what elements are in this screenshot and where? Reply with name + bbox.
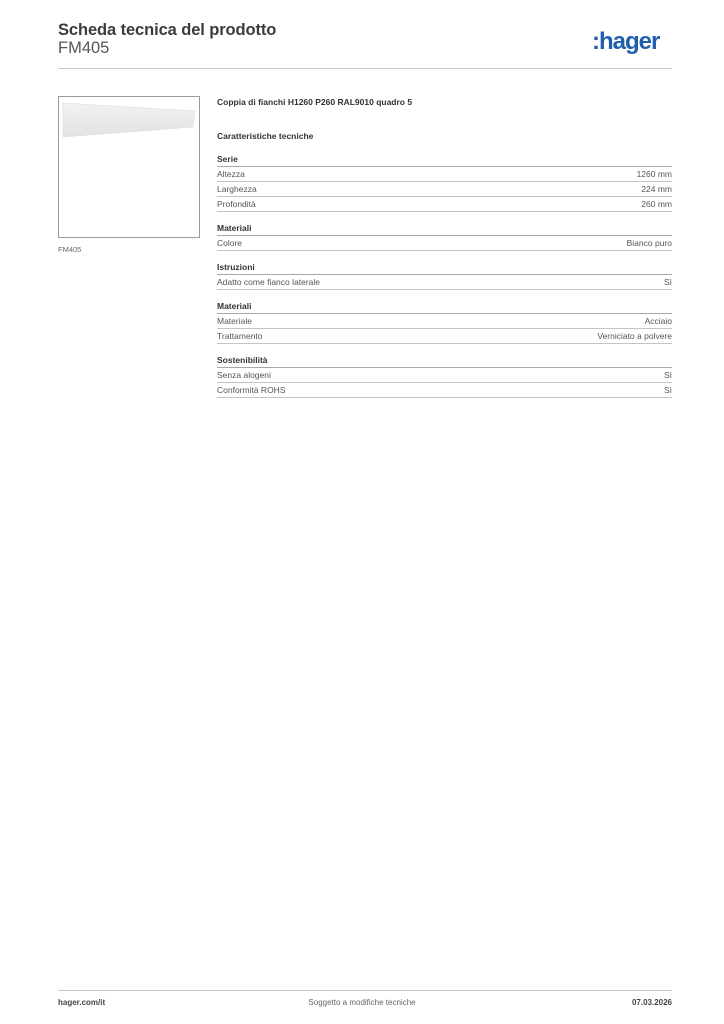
group-title: Serie bbox=[217, 153, 672, 167]
footer-date: 07.03.2026 bbox=[631, 998, 672, 1007]
spec-value: 1260 mm bbox=[636, 169, 672, 179]
footer-divider bbox=[58, 990, 672, 991]
spec-row bbox=[217, 314, 672, 329]
spec-label: Trattamento bbox=[217, 331, 263, 341]
hager-logo bbox=[592, 28, 674, 56]
product-name: Coppia di fianchi H1260 P260 RAL9010 quadro 5 bbox=[217, 97, 413, 107]
spec-value: 224 mm bbox=[641, 184, 672, 194]
spec-row bbox=[217, 182, 672, 197]
spec-label: Larghezza bbox=[217, 184, 257, 194]
header-divider bbox=[58, 68, 672, 69]
product-image bbox=[58, 96, 200, 238]
spec-group-serie bbox=[217, 153, 672, 212]
spec-label: Colore bbox=[217, 238, 243, 248]
spec-row bbox=[217, 329, 672, 344]
spec-value: 260 mm bbox=[641, 199, 672, 209]
footer-website-link[interactable]: hager.com/it bbox=[58, 998, 106, 1007]
spec-value: Verniciato a polvere bbox=[597, 331, 672, 341]
spec-row bbox=[217, 368, 672, 383]
spec-row bbox=[217, 275, 672, 290]
spec-value: Sì bbox=[663, 277, 672, 287]
spec-group-istruzioni bbox=[217, 261, 672, 290]
spec-row bbox=[217, 167, 672, 182]
group-title: Istruzioni bbox=[217, 261, 672, 275]
spec-label: Profondità bbox=[217, 199, 256, 209]
side-panel-illustration bbox=[59, 97, 199, 237]
spec-label: Altezza bbox=[217, 169, 245, 179]
spec-group-sostenibilita bbox=[217, 354, 672, 398]
footer-notice: Soggetto a modifiche tecniche bbox=[308, 998, 416, 1007]
spec-label: Materiale bbox=[217, 316, 252, 326]
image-caption: FM405 bbox=[58, 245, 82, 254]
spec-row bbox=[217, 197, 672, 212]
spec-label: Adatto come fianco laterale bbox=[217, 277, 321, 287]
group-title: Materiali bbox=[217, 222, 672, 236]
product-details bbox=[217, 95, 672, 398]
spec-row bbox=[217, 383, 672, 398]
group-title: Materiali bbox=[217, 300, 672, 314]
spec-value: Acciaio bbox=[644, 316, 672, 326]
group-title: Sostenibilità bbox=[217, 354, 672, 368]
page-title: Scheda tecnica del prodotto bbox=[58, 21, 277, 39]
spec-value: Bianco puro bbox=[626, 238, 672, 248]
hager-logo-text: :hager bbox=[592, 28, 660, 55]
specs-heading: Caratteristiche tecniche bbox=[217, 131, 314, 141]
spec-label: Senza alogeni bbox=[217, 370, 271, 380]
spec-label: Conformità ROHS bbox=[217, 385, 286, 395]
spec-value: Sì bbox=[663, 385, 672, 395]
spec-row bbox=[217, 236, 672, 251]
spec-value: Sì bbox=[663, 370, 672, 380]
spec-group-materiali-2 bbox=[217, 300, 672, 344]
spec-group-materiali bbox=[217, 222, 672, 251]
product-code: FM405 bbox=[58, 39, 110, 57]
